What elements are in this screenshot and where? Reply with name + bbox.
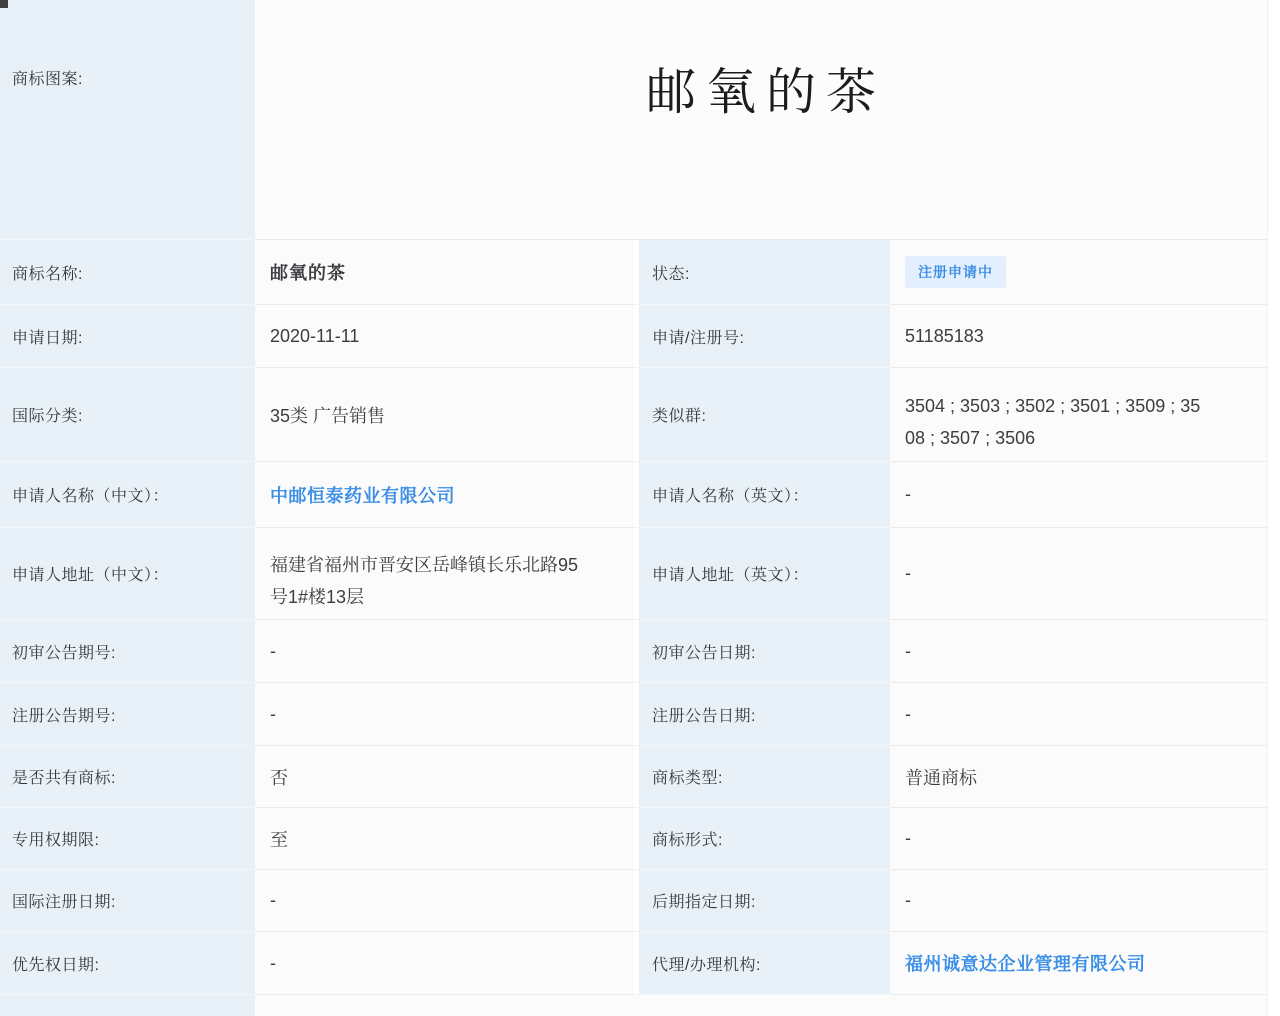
value-registration-announcement-issue: - <box>255 683 634 746</box>
label-trademark-form: 商标形式: <box>639 808 890 870</box>
label-applicant-address-cn: 申请人地址（中文）： <box>0 528 255 620</box>
table-row <box>0 746 1267 808</box>
applicant-address-text: 福建省福州市晋安区岳峰镇长乐北路95号1#楼13层 <box>270 554 579 607</box>
label-similar-group: 类似群: <box>639 368 890 462</box>
table-row <box>0 462 1267 528</box>
label-international-class: 国际分类: <box>0 368 255 462</box>
table-row <box>0 620 1267 683</box>
value-applicant-address-en: - <box>890 528 1267 620</box>
similar-group-text: 3504 ; 3503 ; 3502 ; 3501 ; 3509 ; 3508 ; 3507 ; 3506 <box>905 396 1201 448</box>
value-trademark-form: - <box>890 808 1267 870</box>
status-badge: 注册申请中 <box>905 256 1006 288</box>
value-similar-group <box>890 368 1267 462</box>
table-row <box>0 932 1267 995</box>
label-shared-trademark: 是否共有商标: <box>0 746 255 808</box>
value-application-date: 2020-11-11 <box>255 305 634 368</box>
label-priority-date: 优先权日期: <box>0 932 255 995</box>
screen-corner-artifact <box>0 0 8 8</box>
value-preliminary-announcement-date: - <box>890 620 1267 683</box>
value-later-designation-date: - <box>890 870 1267 932</box>
label-applicant-name-cn: 申请人名称（中文）： <box>0 462 255 528</box>
value-applicant-address-cn <box>255 528 634 620</box>
table-row-partial <box>0 995 1267 1016</box>
value-preliminary-announcement-issue: - <box>255 620 634 683</box>
label-application-date: 申请日期: <box>0 305 255 368</box>
value-status <box>890 240 1267 305</box>
label-trademark-image: 商标图案: <box>0 0 255 240</box>
label-status: 状态: <box>639 240 890 305</box>
value-priority-date: - <box>255 932 634 995</box>
label-trademark-type: 商标类型: <box>639 746 890 808</box>
value-international-class: 35类 广告销售 <box>255 368 634 462</box>
label-exclusive-right-period: 专用权期限: <box>0 808 255 870</box>
table-row <box>0 305 1267 368</box>
partial-value-cell <box>255 995 1267 1016</box>
table-row <box>0 808 1267 870</box>
label-international-registration-date: 国际注册日期: <box>0 870 255 932</box>
applicant-name-link[interactable]: 中邮恒泰药业有限公司 <box>270 485 455 506</box>
table-row <box>0 683 1267 746</box>
partial-label-cell <box>0 995 255 1016</box>
table-row-trademark-image <box>0 0 1267 240</box>
value-trademark-name: 邮氧的茶 <box>255 240 634 305</box>
label-later-designation-date: 后期指定日期: <box>639 870 890 932</box>
value-exclusive-right-period: 至 <box>255 808 634 870</box>
label-preliminary-announcement-date: 初审公告日期: <box>639 620 890 683</box>
value-agency <box>890 932 1267 995</box>
value-applicant-name-en: - <box>890 462 1267 528</box>
agency-link[interactable]: 福州诚意达企业管理有限公司 <box>905 954 1146 974</box>
value-applicant-name-cn <box>255 462 634 528</box>
value-application-number: 51185183 <box>890 305 1267 368</box>
trademark-image-cell <box>255 0 1267 240</box>
label-application-number: 申请/注册号: <box>639 305 890 368</box>
value-international-registration-date: - <box>255 870 634 932</box>
table-row <box>0 368 1267 462</box>
trademark-artwork-text: 邮氧的茶 <box>646 63 886 121</box>
label-registration-announcement-issue: 注册公告期号: <box>0 683 255 746</box>
label-trademark-name: 商标名称: <box>0 240 255 305</box>
table-row <box>0 528 1267 620</box>
label-applicant-name-en: 申请人名称（英文）： <box>639 462 890 528</box>
value-shared-trademark: 否 <box>255 746 634 808</box>
label-agency: 代理/办理机构: <box>639 932 890 995</box>
value-registration-announcement-date: - <box>890 683 1267 746</box>
label-preliminary-announcement-issue: 初审公告期号: <box>0 620 255 683</box>
label-registration-announcement-date: 注册公告日期: <box>639 683 890 746</box>
table-row <box>0 870 1267 932</box>
value-trademark-type: 普通商标 <box>890 746 1267 808</box>
table-row <box>0 240 1267 305</box>
label-applicant-address-en: 申请人地址（英文）： <box>639 528 890 620</box>
